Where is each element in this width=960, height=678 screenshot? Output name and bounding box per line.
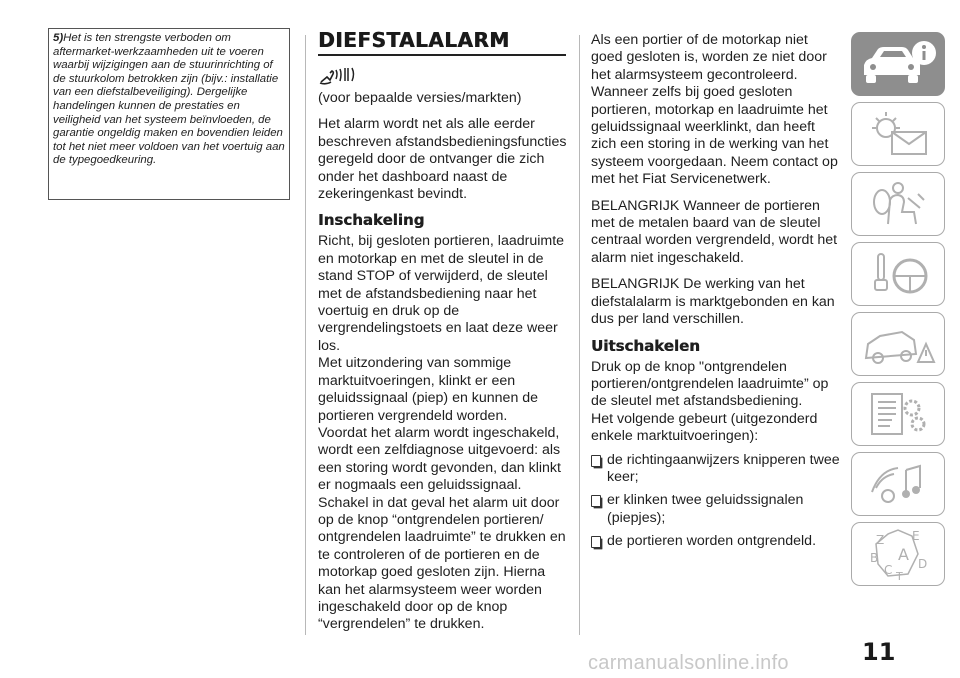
tab-airbag-seat[interactable] [851, 172, 945, 236]
col2-important-1: BELANGRIJK Wanneer de portieren met de metalen baard van de sleutel centraal worden vergrendeld, wordt het alarm niet ingeschakeld. [591, 197, 838, 266]
footnote-text: Het is ten strengste verboden om aftermarket-werkzaamheden uit te voeren waarbij wijzigingen aan de stuurinrichting of de stuurkolom betrokken zijn (bijv.: installatie van een diefstalbeveiliging). Dergelijke handelingen kunnen de prestaties en veiligheid van het systeem beïnvloeden, de garantie ongeldig maken en bovendien leiden tot het niet meer voldoen van het voertuig aan de typegoedkeuring. [53, 32, 285, 167]
bullet-box-icon [591, 455, 601, 467]
svg-text:B: B [870, 551, 879, 565]
tab-steering-key[interactable] [851, 242, 945, 306]
col2-important-2: BELANGRIJK De werking van het diefstalalarm is marktgebonden en kan dus per land verschillen. [591, 276, 835, 328]
heading-uitschakelen: Uitschakelen [591, 336, 700, 355]
car-info-icon [856, 39, 940, 89]
watermark: carmanualsonline.info [588, 652, 789, 674]
svg-text:A: A [898, 545, 909, 564]
svg-text:T: T [896, 570, 903, 582]
bullet-text: de richtingaanwijzers knipperen twee keer; [607, 451, 840, 485]
chapter-tabs [851, 32, 945, 592]
tab-media-phone[interactable] [851, 452, 945, 516]
column-divider-right [579, 35, 580, 635]
airbag-seat-icon [858, 178, 938, 230]
col2-p1: Als een portier of de motorkap niet goed gesloten is, worden ze niet door het alarmsysteem gecontroleerd. Wanneer zelfs bij goed gesloten portieren, motorkap en laadruimte het geluidssignaal weerklinkt, dan heeft zich een storing in de werking van het systeem voorgedaan. Neem contact op met het Fiat Servicenetwerk. [591, 32, 838, 188]
footnote-marker: 5) [53, 32, 64, 44]
list-item [591, 492, 843, 527]
page-number: 11 [862, 638, 896, 666]
bullet-box-icon [591, 495, 601, 507]
emergency-car-icon [858, 318, 938, 370]
warning-lights-icon [858, 108, 938, 160]
uitschakelen-p1: Druk op de knop "ontgrendelen portieren/ontgrendelen laadruimte” op de sleutel met afstandsbediening. [591, 358, 829, 410]
svg-text:Z: Z [876, 533, 885, 547]
bullet-box-icon [591, 536, 601, 548]
tab-warning-lights[interactable] [851, 102, 945, 166]
inschakeling-p3: Voordat het alarm wordt ingeschakeld, wordt een zelfdiagnose uitgevoerd: als een storing wordt gevonden, dan klinkt er nogmaals een geluidssignaal. Schakel in dat geval het alarm uit door op de knop “ontgrendelen portieren/ ontgrendelen laadruimte” te drukken en te controleren of de portieren en de motorkap goed gesloten zijn. Hierna kan het alarmsysteem weer worden ingeschakeld door op de knop “vergrendelen” te drukken. [318, 424, 566, 633]
uitschakelen-p2: Het volgende gebeurt (uitgezonderd enkele marktuitvoeringen): [591, 410, 818, 445]
maintenance-gear-icon [858, 388, 938, 440]
section-intro: Het alarm wordt net als alle eerder beschreven afstandsbedieningsfuncties geregeld door de ontvanger die zich onder het dashboard naast de zekeringenkast bevindt. [318, 116, 567, 203]
section-note: (voor bepaalde versies/markten) [318, 90, 522, 106]
svg-text:D: D [918, 557, 928, 571]
tab-alphabetical-index[interactable] [851, 522, 945, 586]
inschakeling-p2: Met uitzondering van sommige marktuitvoeringen, klinkt er een geluidssignaal (piep) en kunnen de portieren vergrendeld worden. [318, 355, 539, 424]
bullet-text: er klinken twee geluidssignalen (piepjes); [607, 492, 804, 526]
alphabet-index-icon [858, 526, 938, 582]
svg-text:E: E [912, 529, 920, 543]
heading-inschakeling: Inschakeling [318, 211, 425, 230]
steering-key-icon [858, 248, 938, 300]
inschakeling-p1: Richt, bij gesloten portieren, laadruimte en motorkap en met de sleutel in de stand STOP of verwijderd, de sleutel met de afstandsbediening naar het voertuig en druk op de vergrendelingstoets en laat deze weer los. [318, 233, 565, 354]
list-item [591, 533, 843, 550]
footnote-box [48, 28, 290, 200]
title-rule [318, 54, 566, 56]
tab-emergency[interactable] [851, 312, 945, 376]
list-item [591, 452, 843, 487]
main-column-2 [591, 32, 843, 551]
column-divider-left [305, 35, 306, 635]
svg-text:C: C [884, 563, 893, 577]
media-phone-icon [858, 458, 938, 510]
alarm-signal-icon [318, 64, 570, 86]
tab-car-info[interactable] [851, 32, 945, 96]
tab-maintenance[interactable] [851, 382, 945, 446]
bullet-text: de portieren worden ontgrendeld. [607, 533, 817, 550]
main-column-1 [318, 30, 570, 634]
section-title: DIEFSTALALARM [318, 28, 510, 52]
